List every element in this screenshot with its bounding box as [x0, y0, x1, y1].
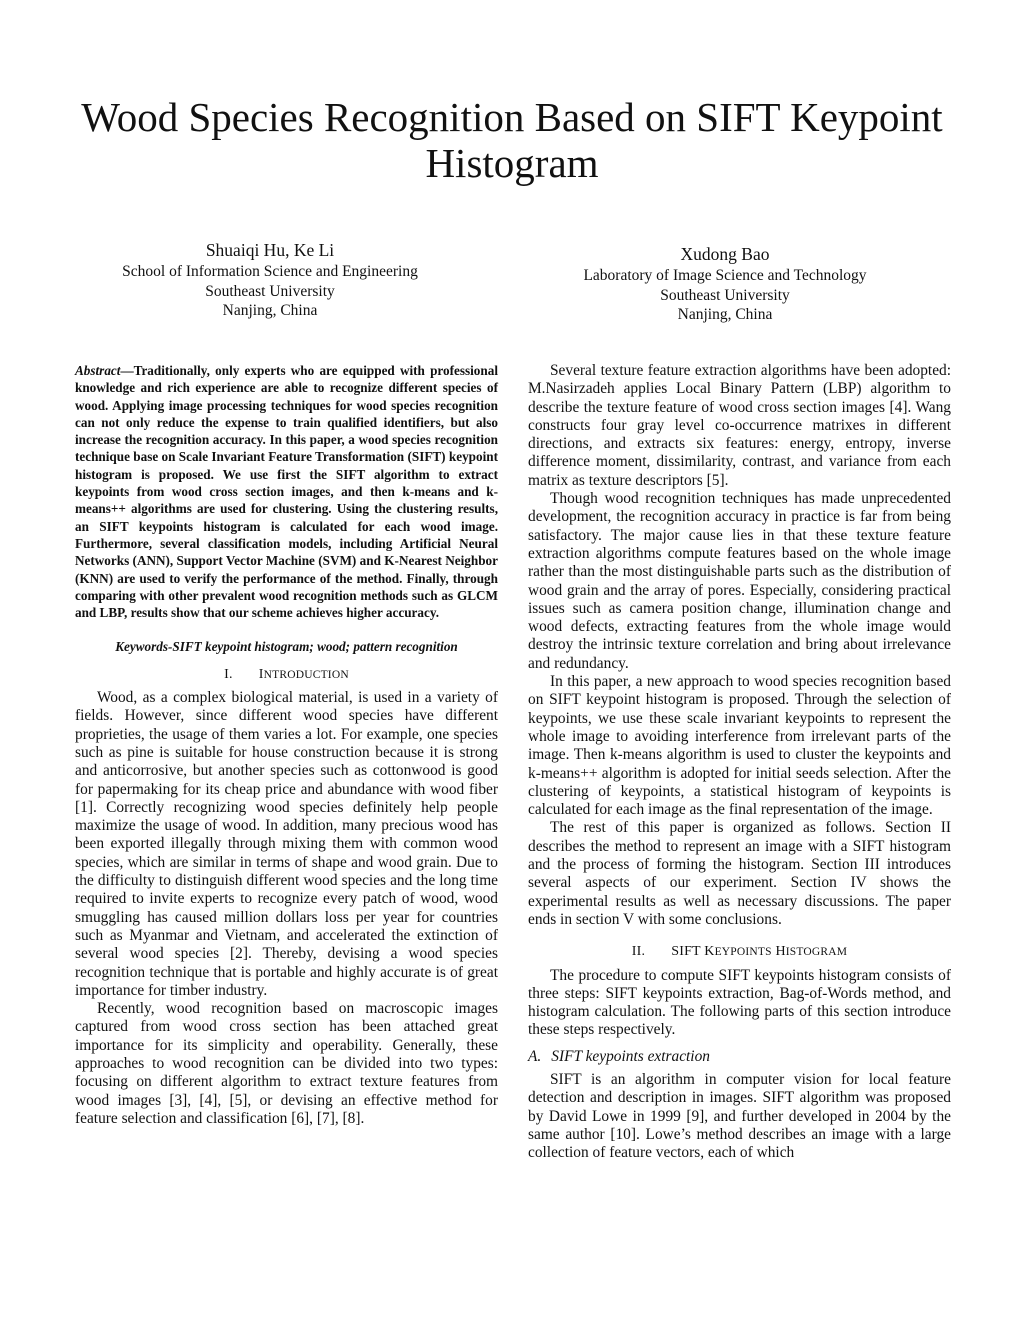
section-number: I. — [224, 666, 233, 682]
paragraph: The procedure to compute SIFT keypoints histogram consists of three steps: SIFT keypoints extraction, Bag-of-Words method, and histogram calculation. The following parts of this section introduce these steps respectively. — [528, 966, 951, 1039]
paragraph: In this paper, a new approach to wood species recognition based on SIFT keypoint histogram is proposed. Through the selection of keypoints, we use these scale invariant keypoints to represent the whole image to avoiding interference from irrelevant parts of the image. Then k-means algorithm is used to cluster the keypoints and k-means++ algorithm is adopted for initial seeds selection. After the clustering of keypoints, a statistical histogram of keypoints is calculated for each image as the final representation of the image. — [528, 673, 951, 819]
paragraph: The rest of this paper is organized as follows. Section II describes the method to represent an image with a SIFT histogram and the process of forming the histogram. Section III introduces several aspects of our experiment. Section IV shows the experimental results as well as necessary discussions. The paper ends in section V with some conclusions. — [528, 819, 951, 928]
section-title-part: ISTOGRAM — [785, 946, 848, 959]
author-organization: Southeast University — [205, 282, 335, 300]
paragraph: Though wood recognition techniques has made unprecedented development, the recognition accuracy in practice is far from being satisfactory. The major cause lies in that these texture feature extraction algorithms compute features based on the whole image rather than the most distinguishable parts such as the distribution of wood grain and the array of pores. Especially, considering practical issues such as camera position change, illumination change and wood defects, extracting features from the whole image would destroy the intrinsic texture correlation and bring about irrelevance and redundancy. — [528, 490, 951, 672]
paper-title: Wood Species Recognition Based on SIFT Keypoint Histogram — [81, 94, 943, 186]
section-title-initial: I — [258, 666, 264, 682]
abstract — [75, 362, 498, 621]
section-title-part: H — [771, 944, 786, 960]
author-department: Laboratory of Image Science and Technology — [583, 267, 867, 284]
abstract-lead: Abstract — [75, 363, 121, 378]
subsection-title: SIFT keypoints extraction — [551, 1047, 710, 1065]
author-department: School of Information Science and Engineering — [122, 263, 418, 280]
keywords: Keywords-SIFT keypoint histogram; wood; pattern recognition — [115, 639, 458, 655]
section-title-part: EYPOINTS — [714, 946, 772, 959]
author-organization: Southeast University — [660, 286, 790, 304]
author-location: Nanjing, China — [222, 302, 318, 319]
author-block-right — [525, 242, 925, 325]
section-heading-introduction — [75, 666, 498, 684]
paragraph: SIFT is an algorithm in computer vision for local feature detection and description in images. SIFT algorithm was proposed by David Lowe in 1999 [9], and further developed in 2004 by the same author [10]. Lowe’s method describes an image with a large collection of feature vectors, each of which — [528, 1070, 951, 1162]
subsection-letter: A. — [528, 1047, 542, 1065]
author-name: Shuaiqi Hu, Ke Li — [205, 240, 335, 260]
left-column — [75, 362, 498, 1128]
author-location: Nanjing, China — [677, 306, 773, 323]
paragraph: Wood, as a complex biological material, is used in a variety of fields. However, since different wood species have different proprieties, the usage of them varies a lot. For example, one species such as pine is suitable for house construction because it is strong and anticorrosive, but another species such as cottonwood is good for papermaking for its cheap price and abundance with wood fiber [1]. Correctly recognizing wood species definitely help people maximize the usage of wood. In addition, many precious wood has been exported illegally through mixing them with common wood species, which are similar in terms of shape and wood grain. Due to the difficulty to distinguish different wood species and the long time required to invite experts to recognize every patch of wood, wood smuggling has caused million dollars loss per year for countries such as Myanmar and Vietnam, and accelerated the extinction of several wood species [2]. Thereby, devising a wood species recognition technique that is portable and highly accurate is of great importance for timber industry. — [75, 689, 498, 999]
section-number: II. — [631, 944, 646, 960]
section-title-rest: NTRODUCTION — [263, 668, 349, 681]
subsection-heading — [528, 1048, 951, 1066]
abstract-text: —Traditionally, only experts who are equipped with professional knowledge and rich experience are able to recognize different species of wood. Applying image processing techniques for wood species recognition can not only reduce the expense to train qualified identifiers, but also increase the recognition accuracy. In this paper, a wood species recognition technique base on Scale Invariant Feature Transformation (SIFT) keypoint histogram is proposed. We use first the SIFT algorithm to extract keypoints from wood cross section images, and then k-means and k-means++ algorithms are used for clustering. Using the clustering results, an SIFT keypoints histogram is calculated for each wood image. Furthermore, several classification models, including Artificial Neural Networks (ANN), Support Vector Machine (SVM) and K-Nearest Neighbor (KNN) are used to verify the performance of the method. Finally, through comparing with other prevalent wood recognition methods such as GLCM and LBP, results show that our scheme achieves higher accuracy. — [75, 363, 498, 621]
paragraph: Several texture feature extraction algorithms have been adopted: M.Nasirzadeh applies Local Binary Pattern (LBP) algorithm to describe the texture feature of wood cross section images [4]. Wang constructs four gray level co-occurrence matrixes in different directions, and extracts six features: energy, entropy, inverse difference moment, dissimilarity, contrast, and variance from each matrix as texture descriptors [5]. — [528, 362, 951, 489]
section-title-part: SIFT K — [671, 944, 715, 960]
author-name: Xudong Bao — [680, 244, 770, 264]
section-heading-sift-histogram — [528, 943, 951, 961]
author-block-left — [70, 238, 470, 321]
paragraph: Recently, wood recognition based on macroscopic images captured from wood cross section has been attached great importance for its simplicity and operability. Generally, these approaches to wood recognition can be divided into two types: focusing on different algorithm to extract texture features from wood images [3], [4], [5], or devising an effective method for feature selection and classification [6], [7], [8]. — [75, 1000, 498, 1127]
right-column — [528, 362, 951, 1162]
